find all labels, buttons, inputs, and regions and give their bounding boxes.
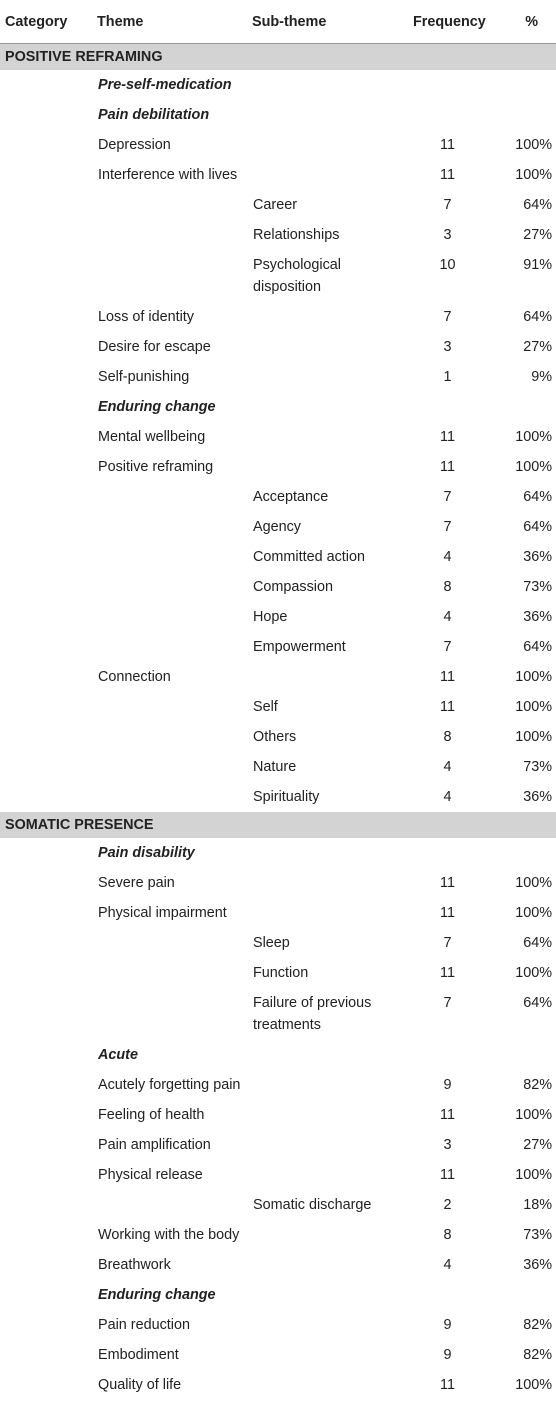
category-cell — [0, 332, 92, 362]
theme-cell: Working with the body — [98, 1227, 240, 1243]
frequency-cell: 9 — [443, 1077, 452, 1093]
subtheme-cell — [247, 1220, 393, 1250]
percent-cell: 100% — [515, 137, 552, 153]
frequency-cell: 7 — [443, 935, 452, 951]
category-cell — [0, 1160, 92, 1190]
subtheme-cell — [247, 302, 393, 332]
subtheme-cell — [247, 452, 393, 482]
theme-cell: Quality of life — [98, 1377, 182, 1393]
group-heading: Pre-self-medication — [98, 77, 232, 93]
table-row — [0, 868, 556, 898]
frequency-cell — [393, 100, 482, 130]
subtheme-cell: Career — [253, 197, 297, 213]
section-label: POSITIVE REFRAMING — [0, 44, 556, 71]
percent-cell: 100% — [515, 1107, 552, 1123]
subtheme-cell — [247, 362, 393, 392]
category-cell — [0, 572, 92, 602]
subtheme-cell — [247, 1340, 393, 1370]
subtheme-cell — [247, 1370, 393, 1400]
theme-cell — [92, 928, 247, 958]
theme-cell: Breathwork — [98, 1257, 171, 1273]
percent-cell: 73% — [523, 759, 552, 775]
frequency-cell: 11 — [440, 1167, 455, 1183]
frequency-cell: 7 — [443, 489, 452, 505]
percent-cell: 64% — [523, 995, 552, 1011]
table-row — [0, 632, 556, 662]
subtheme-cell — [247, 1160, 393, 1190]
percent-cell: 100% — [515, 699, 552, 715]
theme-cell — [92, 782, 247, 812]
percent-cell — [482, 838, 556, 868]
group-heading-row — [0, 838, 556, 868]
subtheme-cell: Failure of previous treatments — [253, 995, 372, 1033]
frequency-cell: 9 — [443, 1317, 452, 1333]
percent-cell: 100% — [515, 875, 552, 891]
percent-cell: 82% — [523, 1077, 552, 1093]
subtheme-cell — [247, 1100, 393, 1130]
subtheme-cell — [247, 838, 393, 868]
table-row — [0, 422, 556, 452]
table-row — [0, 1370, 556, 1400]
theme-cell — [92, 512, 247, 542]
category-cell — [0, 722, 92, 752]
table-row — [0, 782, 556, 812]
table-row — [0, 482, 556, 512]
section-row — [0, 44, 556, 71]
category-cell — [0, 362, 92, 392]
table-row — [0, 362, 556, 392]
subtheme-cell: Acceptance — [253, 489, 329, 505]
category-cell — [0, 1280, 92, 1310]
subtheme-cell: Psychological disposition — [253, 257, 341, 295]
subtheme-cell — [247, 1280, 393, 1310]
header-frequency: Frequency — [393, 0, 482, 44]
subtheme-cell — [247, 1130, 393, 1160]
frequency-cell: 8 — [443, 1227, 452, 1243]
percent-cell: 73% — [523, 1227, 552, 1243]
theme-cell — [92, 1190, 247, 1220]
table-row — [0, 1130, 556, 1160]
table-row — [0, 220, 556, 250]
category-cell — [0, 1100, 92, 1130]
subtheme-cell: Spirituality — [253, 789, 320, 805]
frequency-cell: 7 — [443, 639, 452, 655]
group-heading: Acute — [98, 1047, 138, 1063]
header-theme: Theme — [92, 0, 247, 44]
theme-cell — [92, 572, 247, 602]
percent-cell: 100% — [515, 965, 552, 981]
table-row — [0, 602, 556, 632]
category-cell — [0, 1340, 92, 1370]
percent-cell — [482, 392, 556, 422]
group-heading: Pain disability — [98, 845, 195, 861]
table-row — [0, 1250, 556, 1280]
percent-cell: 64% — [523, 935, 552, 951]
frequency-cell — [393, 70, 482, 100]
frequency-cell: 11 — [440, 1377, 455, 1393]
subtheme-cell — [247, 1250, 393, 1280]
subtheme-cell — [247, 160, 393, 190]
table-row — [0, 1310, 556, 1340]
table-row — [0, 512, 556, 542]
theme-cell: Interference with lives — [98, 167, 238, 183]
frequency-cell: 11 — [440, 875, 455, 891]
table-row — [0, 130, 556, 160]
subtheme-cell — [247, 130, 393, 160]
frequency-cell: 4 — [443, 1257, 452, 1273]
table-row — [0, 190, 556, 220]
theme-cell — [92, 190, 247, 220]
frequency-cell: 11 — [440, 699, 455, 715]
percent-cell: 64% — [523, 519, 552, 535]
theme-cell: Severe pain — [98, 875, 175, 891]
table-row — [0, 1070, 556, 1100]
frequency-cell: 11 — [440, 1107, 455, 1123]
theme-cell — [92, 722, 247, 752]
table-row — [0, 542, 556, 572]
theme-cell — [92, 542, 247, 572]
frequency-cell: 3 — [443, 227, 452, 243]
category-cell — [0, 928, 92, 958]
percent-cell: 100% — [515, 1377, 552, 1393]
category-cell — [0, 782, 92, 812]
category-cell — [0, 752, 92, 782]
table-row — [0, 572, 556, 602]
subtheme-cell — [247, 662, 393, 692]
percent-cell: 100% — [515, 729, 552, 745]
table-row — [0, 452, 556, 482]
percent-cell — [482, 1040, 556, 1070]
subtheme-cell — [247, 70, 393, 100]
percent-cell — [482, 1280, 556, 1310]
frequency-cell: 3 — [443, 1137, 452, 1153]
subtheme-cell: Relationships — [253, 227, 340, 243]
frequency-cell: 4 — [443, 549, 452, 565]
theme-cell — [92, 632, 247, 662]
subtheme-cell: Hope — [253, 609, 288, 625]
theme-cell: Desire for escape — [98, 339, 211, 355]
category-cell — [0, 1220, 92, 1250]
percent-cell — [482, 100, 556, 130]
frequency-cell — [393, 1040, 482, 1070]
theme-cell: Feeling of health — [98, 1107, 205, 1123]
theme-cell — [92, 958, 247, 988]
table-row — [0, 1100, 556, 1130]
frequency-cell: 11 — [440, 965, 455, 981]
percent-cell: 73% — [523, 579, 552, 595]
table-row — [0, 1220, 556, 1250]
table-row — [0, 1160, 556, 1190]
table-row — [0, 692, 556, 722]
category-cell — [0, 452, 92, 482]
frequency-cell: 11 — [440, 429, 455, 445]
frequency-cell: 10 — [439, 257, 456, 273]
category-cell — [0, 482, 92, 512]
subtheme-cell — [247, 898, 393, 928]
frequency-cell: 11 — [440, 459, 455, 475]
percent-cell: 100% — [515, 905, 552, 921]
subtheme-cell: Function — [253, 965, 309, 981]
table-row — [0, 898, 556, 928]
group-heading-row — [0, 1280, 556, 1310]
subtheme-cell: Agency — [253, 519, 301, 535]
category-cell — [0, 542, 92, 572]
table-row — [0, 302, 556, 332]
subtheme-cell — [247, 392, 393, 422]
frequency-cell: 1 — [443, 369, 452, 385]
category-cell — [0, 898, 92, 928]
table-row — [0, 958, 556, 988]
category-cell — [0, 70, 92, 100]
percent-cell: 27% — [523, 1137, 552, 1153]
category-cell — [0, 692, 92, 722]
frequency-cell: 8 — [443, 579, 452, 595]
category-cell — [0, 130, 92, 160]
percent-cell: 100% — [515, 459, 552, 475]
category-cell — [0, 422, 92, 452]
percent-cell: 36% — [523, 789, 552, 805]
category-cell — [0, 1250, 92, 1280]
table-row — [0, 752, 556, 782]
frequency-cell: 4 — [443, 759, 452, 775]
frequency-cell: 9 — [443, 1347, 452, 1363]
frequency-cell: 7 — [443, 197, 452, 213]
percent-cell: 64% — [523, 197, 552, 213]
subtheme-cell — [247, 1070, 393, 1100]
group-heading: Pain debilitation — [98, 107, 210, 123]
theme-cell — [92, 692, 247, 722]
percent-cell: 91% — [523, 257, 552, 273]
category-cell — [0, 838, 92, 868]
table-row — [0, 662, 556, 692]
subtheme-cell: Compassion — [253, 579, 333, 595]
theme-cell: Connection — [98, 669, 171, 685]
theme-cell: Pain reduction — [98, 1317, 191, 1333]
theme-cell: Acutely forgetting pain — [98, 1077, 241, 1093]
subtheme-cell — [247, 1310, 393, 1340]
frequency-cell: 11 — [440, 137, 455, 153]
theme-cell — [92, 220, 247, 250]
frequency-cell: 11 — [440, 669, 455, 685]
category-cell — [0, 220, 92, 250]
theme-cell — [92, 250, 247, 302]
percent-cell — [482, 70, 556, 100]
group-heading: Enduring change — [98, 399, 216, 415]
group-heading-row — [0, 1040, 556, 1070]
subtheme-cell: Self — [253, 699, 278, 715]
table-body — [0, 44, 556, 1401]
category-cell — [0, 1190, 92, 1220]
frequency-cell: 7 — [443, 309, 452, 325]
percent-cell: 64% — [523, 639, 552, 655]
percent-cell: 100% — [515, 167, 552, 183]
percent-cell: 9% — [531, 369, 552, 385]
theme-cell: Loss of identity — [98, 309, 194, 325]
frequency-cell: 8 — [443, 729, 452, 745]
percent-cell: 36% — [523, 609, 552, 625]
subtheme-cell: Nature — [253, 759, 297, 775]
theme-cell — [92, 752, 247, 782]
category-cell — [0, 868, 92, 898]
category-cell — [0, 1310, 92, 1340]
frequency-cell: 7 — [443, 995, 452, 1011]
frequency-cell: 11 — [440, 167, 455, 183]
group-heading-row — [0, 100, 556, 130]
category-cell — [0, 250, 92, 302]
theme-cell — [92, 602, 247, 632]
table-row — [0, 250, 556, 302]
frequency-cell: 7 — [443, 519, 452, 535]
subtheme-cell: Empowerment — [253, 639, 346, 655]
category-cell — [0, 988, 92, 1040]
percent-cell: 100% — [515, 1167, 552, 1183]
percent-cell: 36% — [523, 1257, 552, 1273]
theme-cell: Physical release — [98, 1167, 203, 1183]
category-cell — [0, 1070, 92, 1100]
group-heading: Enduring change — [98, 1287, 216, 1303]
table-row — [0, 1190, 556, 1220]
category-cell — [0, 632, 92, 662]
frequency-cell — [393, 838, 482, 868]
percent-cell: 36% — [523, 549, 552, 565]
header-subtheme: Sub-theme — [247, 0, 393, 44]
category-cell — [0, 1370, 92, 1400]
table-row — [0, 160, 556, 190]
frequency-cell — [393, 1280, 482, 1310]
category-cell — [0, 100, 92, 130]
header-row — [0, 0, 556, 44]
theme-cell: Mental wellbeing — [98, 429, 206, 445]
theme-cell: Positive reframing — [98, 459, 214, 475]
percent-cell: 100% — [515, 669, 552, 685]
frequency-cell: 11 — [440, 905, 455, 921]
table-row — [0, 722, 556, 752]
header-category: Category — [0, 0, 92, 44]
theme-cell: Pain amplification — [98, 1137, 211, 1153]
frequency-cell: 3 — [443, 339, 452, 355]
percent-cell: 18% — [523, 1197, 552, 1213]
subtheme-cell — [247, 422, 393, 452]
theme-cell: Depression — [98, 137, 171, 153]
table-row — [0, 332, 556, 362]
category-cell — [0, 958, 92, 988]
group-heading-row — [0, 392, 556, 422]
header-percent: % — [482, 0, 556, 44]
subtheme-cell — [247, 332, 393, 362]
category-cell — [0, 190, 92, 220]
theme-cell: Embodiment — [98, 1347, 179, 1363]
table-row — [0, 988, 556, 1040]
theme-cell: Self-punishing — [98, 369, 190, 385]
frequency-cell: 2 — [443, 1197, 452, 1213]
subtheme-cell — [247, 868, 393, 898]
section-row — [0, 812, 556, 838]
percent-cell: 64% — [523, 489, 552, 505]
section-label: SOMATIC PRESENCE — [0, 812, 556, 838]
percent-cell: 27% — [523, 227, 552, 243]
subtheme-cell — [247, 1040, 393, 1070]
frequency-cell: 4 — [443, 789, 452, 805]
category-cell — [0, 1040, 92, 1070]
subtheme-cell: Committed action — [253, 549, 365, 565]
category-cell — [0, 1130, 92, 1160]
frequency-cell — [393, 392, 482, 422]
category-cell — [0, 302, 92, 332]
table-row — [0, 928, 556, 958]
subtheme-cell: Others — [253, 729, 297, 745]
percent-cell: 64% — [523, 309, 552, 325]
category-cell — [0, 512, 92, 542]
table-row — [0, 1340, 556, 1370]
category-cell — [0, 662, 92, 692]
category-cell — [0, 160, 92, 190]
theme-cell — [92, 482, 247, 512]
percent-cell: 82% — [523, 1347, 552, 1363]
subtheme-cell: Sleep — [253, 935, 290, 951]
subtheme-cell — [247, 100, 393, 130]
category-cell — [0, 392, 92, 422]
theme-cell — [92, 988, 247, 1040]
theme-cell: Physical impairment — [98, 905, 227, 921]
frequency-cell: 4 — [443, 609, 452, 625]
group-heading-row — [0, 70, 556, 100]
category-cell — [0, 602, 92, 632]
percent-cell: 82% — [523, 1317, 552, 1333]
percent-cell: 27% — [523, 339, 552, 355]
percent-cell: 100% — [515, 429, 552, 445]
subtheme-cell: Somatic discharge — [253, 1197, 372, 1213]
